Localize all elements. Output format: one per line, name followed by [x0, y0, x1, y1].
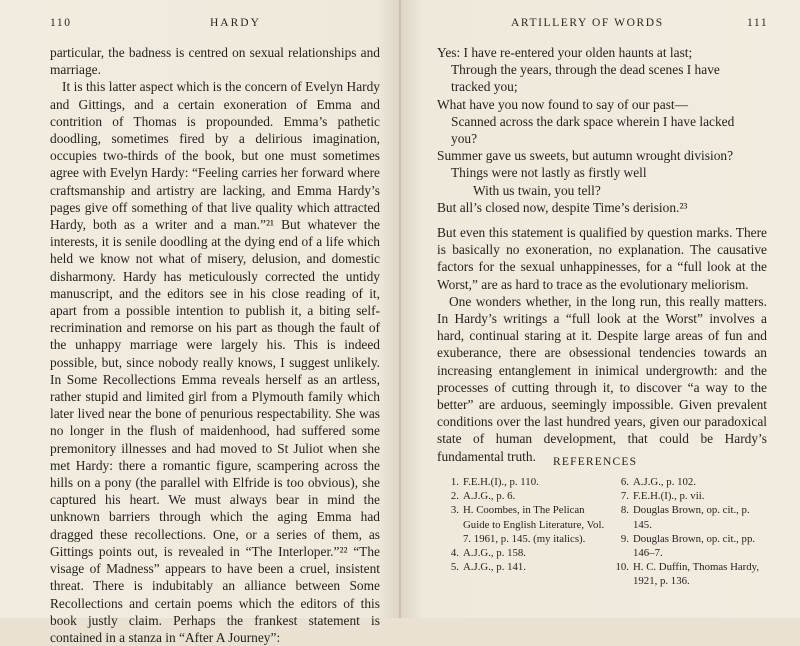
reference-item: 9. Douglas Brown, op. cit., pp. 146–7. — [620, 532, 756, 560]
reference-item: 10. H. C. Duffin, Thomas Hardy, 1921, p. 136. — [615, 561, 760, 588]
reference-item: 8. Douglas Brown, op. cit., p. 145. — [620, 504, 750, 531]
paragraph: It is this latter aspect which is the concern of Evelyn Hardy and Gittings, and a certain exoneration of Emma and contrition of Thomas is propounded. Emma’s pathetic doodling, sometimes fired by a delirious imagination, occupies two-thirds of the book, but one must sometimes agree with Evelyn Hardy: “Feeling carries her forward where craftsmanship and artistry are lacking, and Emma Hardy’s pages give off something of that live quality which attracted Hardy, both as a writer and a man.”²¹ But whatever the interests, it is senile doodling at the dying end of a life which held we know not what of misery, delusion, and domestic disharmony. Hardy has meticulously corrected the untidy manuscript, and the editors see in his close reading of it, apart from a possible intention to publish it, a biting self-recrimination and remorse on his part as though the fault of the unhappy marriage were largely his. This is indeed possible, but, since nobody really knows, I suggest unlikely. In Some Recollections Emma reveals herself as an artless, rather stupid and limited girl from a Plymouth family which later lived near the bone of penurious respectability. She was no longer in the flush of maidenhood, had suffered some premonitory illnesses and had moved to St Juliot when she met Hardy: there a romantic figure, scampering across the hills on a pony (the parallel with Elfride is too obvious), she captured his heart. We must always bear in mind the unknown barriers through which the aging Emma had dragged these recollections. One, or a series of them, as Gittings points out, is revealed in “The Interloper.”²² “The visage of Madness” appears to have been a cruel, insistent threat. There is indubitably an alliance between Some Recollections and certain poems which the editors of this book justly claim. Perhaps the frankest statement is contained in a stanza in “After A Journey”: — [50, 79, 380, 645]
poem-line: Things were not lastly as firstly well — [451, 165, 647, 181]
poem-line: What have you now found to say of our past— — [437, 96, 689, 112]
poem-line: you? — [451, 131, 478, 147]
poem-line: tracked you; — [451, 79, 518, 95]
poem-line: Summer gave us sweets, but autumn wrought division? — [437, 148, 734, 164]
reference-item: 3. H. Coombes, in The Pelican Guide to English Literature, Vol. 7. 1961, p. 145. (my italics). — [450, 504, 605, 545]
reference-item: 1. F.E.H.(I)., p. 110. — [450, 476, 539, 488]
references-heading: REFERENCES — [553, 456, 638, 468]
left-page-number: 110 — [50, 17, 72, 29]
left-page-body — [50, 44, 380, 646]
poem-line: Yes: I have re-entered your olden haunts at last; — [437, 45, 693, 60]
poem-line: Through the years, through the dead scenes I have — [451, 62, 720, 78]
paragraph: particular, the badness is centred on sexual relationships and marriage. — [50, 45, 380, 78]
left-page — [0, 0, 399, 645]
paragraph: But even this statement is qualified by question marks. There is basically no exoneration, no explanation. The causative factors for the sexual unhappinesses, for a “full look at the Worst,” are as hard to trace as the evolutionary meliorism. — [437, 225, 767, 292]
reference-item: 7. F.E.H.(I)., p. vii. — [620, 490, 705, 503]
reference-item: 5. A.J.G., p. 141. — [450, 561, 526, 574]
reference-item: 2. A.J.G., p. 6. — [450, 490, 516, 503]
reference-item: 4. A.J.G., p. 158. — [450, 547, 526, 560]
paragraph: One wonders whether, in the long run, this really matters. In Hardy’s writings a “full look at the Worst” involves a hard, continual staring at it. Despite large areas of fun and exuberance, there are obsessional tendencies towards an increasing entanglement in inimical undergrowth: and the processes of cutting through it, to discover “a way to the better” are arduous, seemingly impossible. Given prevalent conditions over the last hundred years, given our paradoxical state of human development, that could be Hardy’s fundamental truth. — [437, 293, 767, 464]
poem-stanza — [437, 44, 767, 216]
right-page — [401, 0, 800, 618]
right-page-number: 111 — [747, 17, 769, 29]
references-column-2 — [611, 475, 771, 589]
right-running-head: ARTILLERY OF WORDS — [511, 17, 664, 29]
references-column-1 — [441, 475, 611, 574]
right-page-body — [437, 44, 767, 465]
poem-line: But all’s closed now, despite Time’s derision.²³ — [437, 199, 688, 215]
left-running-head: HARDY — [210, 17, 261, 29]
poem-line: With us twain, you tell? — [473, 182, 601, 198]
reference-item: 6. A.J.G., p. 102. — [620, 476, 696, 488]
poem-line: Scanned across the dark space wherein I have lacked — [451, 113, 735, 129]
